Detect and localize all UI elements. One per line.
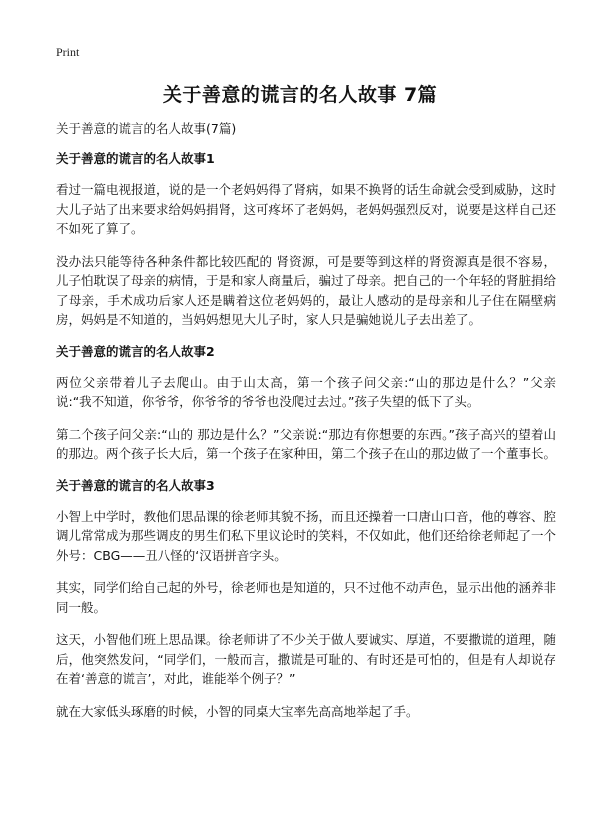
section-heading-2: 关于善意的谎言的名人故事2 [56,343,215,359]
paragraph: 就在大家低头琢磨的时候，小智的同桌大宝率先高高地举起了手。 [56,703,419,719]
page-title: 关于善意的谎言的名人故事 7篇 [162,84,438,106]
print-link[interactable]: Print [56,45,80,59]
document-subtitle: 关于善意的谎言的名人故事(7篇) [56,121,237,136]
paragraph: 第二个孩子问父亲:“山的 那边是什么？”父亲说:“那边有你想要的东西。”孩子高兴的望着山的那边。两个孩子长大后，第一个孩子在家种田，第二个孩子在山的那边做了一个董事长。 [56,426,557,461]
paragraph: 小智上中学时，教他们思品课的徐老师其貌不扬，而且还操着一口唐山口音，他的尊容、腔调儿常常成为那些调皮的男生们私下里议论时的笑料，不仅如此，他们还给徐老师起了一个外号：CBG——丑八怪的‘汉语拼音字头。 [56,508,557,563]
section-heading-3: 关于善意的谎言的名人故事3 [56,477,215,493]
paragraph: 没办法只能等待各种条件都比较匹配的 肾资源，可是要等到这样的肾资源真是很不容易，儿子怕耽误了母亲的病情，于是和家人商量后，骗过了母亲。把自己的一个年轻的肾脏捐给了母亲，手术成功后家人还是瞒着这位老妈妈的，最让人感动的是母亲和儿子住在隔壁病房，妈妈是不知道的，当妈妈想见大儿子时，家人只是骗她说儿子去出差了。 [56,253,557,327]
section-heading-1: 关于善意的谎言的名人故事1 [56,151,215,166]
paragraph: 两位父亲带着儿子去爬山。由于山太高，第一个孩子问父亲:“山的那边是什么？”父亲说:“我不知道，你爷爷，你爷爷的爷爷也没爬过去过。”孩子失望的低下了头。 [56,374,556,409]
article-body [56,120,556,734]
paragraph: 其实，同学们给自己起的外号，徐老师也是知道的，只不过他不动声色，显示出他的涵养非同一般。 [56,580,557,615]
paragraph: 这天，小智他们班上思品课。徐老师讲了不少关于做人要诚实、厚道，不要撒谎的道理，随后，他突然发问，“同学们，一般而言，撒谎是可耻的、有时还是可怕的，但是有人却说存在着‘善意的谎言’，对此，谁能举个例子？” [56,632,557,686]
paragraph: 看过一篇电视报道，说的是一个老妈妈得了肾病，如果不换肾的话生命就会受到威胁，这时大儿子站了出来要求给妈妈捐肾，这可疼坏了老妈妈，老妈妈强烈反对，说要是这样自己还不如死了算了。 [56,182,557,236]
